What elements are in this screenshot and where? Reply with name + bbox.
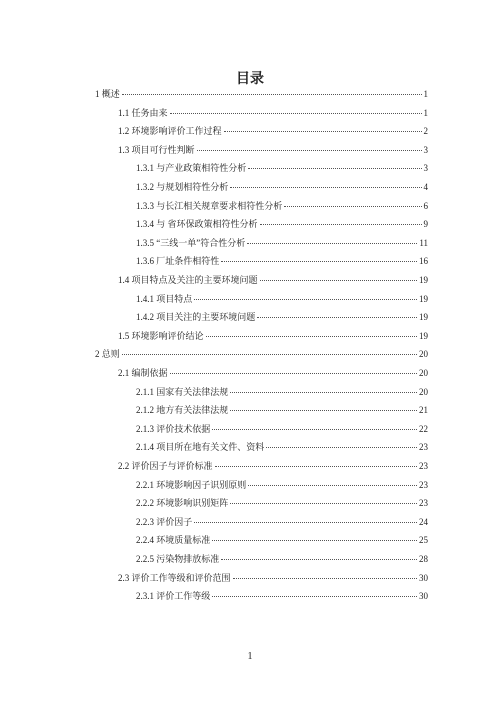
- toc-entry-page: 16: [419, 256, 428, 267]
- toc-entry-page: 23: [419, 442, 428, 453]
- toc-entry-page: 30: [419, 591, 428, 602]
- toc-entry-page: 20: [419, 368, 428, 378]
- dot-leader: [122, 354, 417, 355]
- toc-entry-title: 1.3 项目可行性判断: [118, 144, 195, 155]
- toc-entry-page: 3: [423, 163, 428, 174]
- toc-entry-title: 1.3.3 与长江相关规章要求相符性分析: [136, 200, 283, 211]
- toc-entry-page: 22: [419, 423, 428, 434]
- toc-entry-title: 2.2.3 评价因子: [136, 516, 193, 527]
- dot-leader: [230, 410, 417, 411]
- toc-entry-title: 2.3 评价工作等级和评价范围: [118, 572, 231, 583]
- dot-leader: [230, 503, 417, 504]
- toc-entry-title: 1.3.2 与规划相符性分析: [136, 182, 229, 192]
- toc-entry-page: 20: [419, 349, 428, 360]
- toc-entry-page: 24: [419, 516, 428, 527]
- toc-entry-page: 3: [423, 144, 428, 155]
- toc-entry[interactable]: [136, 404, 428, 416]
- dot-leader: [247, 243, 417, 244]
- dot-leader: [170, 373, 417, 374]
- page-number: 1: [247, 651, 253, 662]
- toc-entry-title: 2.2 评价因子与评价标准: [118, 461, 213, 471]
- page-title: 目录: [236, 71, 264, 87]
- toc-entry-title: 2.3.1 评价工作等级: [136, 591, 211, 602]
- dot-leader: [221, 261, 417, 262]
- toc-entry[interactable]: [136, 237, 428, 249]
- dot-leader: [266, 447, 417, 448]
- toc-entry[interactable]: [118, 107, 428, 119]
- toc-entry-title: 1.3.4 与 省环保政策相符性分析: [136, 219, 258, 230]
- dot-leader: [248, 485, 417, 486]
- dot-leader: [206, 336, 417, 337]
- toc-entry[interactable]: [136, 200, 428, 212]
- toc-entry[interactable]: [95, 348, 428, 360]
- toc-entry[interactable]: [136, 516, 428, 528]
- toc-entry-page: 11: [419, 237, 428, 248]
- toc-entry-title: 1.2 环境影响评价工作过程: [118, 126, 222, 137]
- toc-entry[interactable]: [136, 590, 428, 602]
- dot-leader: [257, 317, 417, 318]
- dot-leader: [212, 540, 417, 541]
- dot-leader: [230, 392, 417, 393]
- dot-leader: [260, 280, 417, 281]
- toc-entry-page: 4: [423, 182, 428, 192]
- toc-entry[interactable]: [136, 311, 428, 323]
- toc-entry-page: 28: [419, 554, 428, 564]
- dot-leader: [221, 559, 417, 560]
- dot-leader: [284, 206, 421, 207]
- toc-entry-title: 1.1 任务由来: [118, 107, 168, 118]
- toc-entry[interactable]: [118, 274, 428, 286]
- toc-entry-title: 2.2.5 污染物排放标准: [136, 554, 220, 564]
- toc-entry-title: 1.4.2 项目关注的主要环境问题: [136, 312, 256, 323]
- toc-entry-title: 1.3.6 厂址条件相符性: [136, 256, 220, 267]
- toc-entry-title: 2 总则: [95, 349, 120, 360]
- dot-leader: [248, 168, 421, 169]
- dot-leader: [197, 150, 422, 151]
- toc-entry[interactable]: [136, 255, 428, 267]
- toc-entry[interactable]: [95, 88, 428, 100]
- toc-entry[interactable]: [118, 572, 428, 584]
- toc-entry[interactable]: [136, 162, 428, 174]
- toc-entry-title: 1.3.1 与产业政策相符性分析: [136, 163, 247, 174]
- toc-entry-title: 2.1.2 地方有关法律法规: [136, 405, 229, 416]
- toc-entry-page: 25: [419, 535, 428, 546]
- toc-entry[interactable]: [118, 330, 428, 342]
- toc-entry-page: 1: [423, 89, 428, 99]
- dot-leader: [170, 113, 422, 114]
- toc-entry-page: 19: [419, 330, 428, 341]
- dot-leader: [224, 131, 422, 132]
- toc-entry-title: 1.4.1 项目特点: [136, 293, 193, 304]
- toc-entry-page: 20: [419, 386, 428, 397]
- toc-entry-title: 2.1.3 评价技术依据: [136, 423, 211, 434]
- toc-entry-page: 6: [423, 200, 428, 211]
- dot-leader: [212, 429, 417, 430]
- dot-leader: [194, 299, 417, 300]
- toc-entry[interactable]: [136, 497, 428, 509]
- toc-entry-title: 2.1.1 国家有关法律法规: [136, 386, 229, 397]
- toc-entry-page: 19: [419, 293, 428, 304]
- toc-entry-page: 19: [419, 312, 428, 323]
- toc-entry-title: 1.4 项目特点及关注的主要环境问题: [118, 275, 258, 285]
- toc-entry-page: 23: [419, 461, 428, 471]
- dot-leader: [215, 466, 417, 467]
- toc-entry[interactable]: [136, 293, 428, 305]
- toc-entry[interactable]: [118, 460, 428, 472]
- toc-entry-title: 2.2.1 环境影响因子识别原则: [136, 479, 247, 490]
- toc-entry-page: 1: [423, 107, 428, 118]
- toc-entry-title: 1.3.5 “三线一单”符合性分析: [136, 237, 246, 248]
- toc-entry[interactable]: [136, 534, 428, 546]
- toc-entry[interactable]: [136, 181, 428, 193]
- toc-entry-title: 2.2.2 环境影响识别矩阵: [136, 498, 229, 509]
- toc-entry[interactable]: [136, 553, 428, 565]
- toc-entry-page: 19: [419, 275, 428, 285]
- toc-entry-title: 2.2.4 环境质量标准: [136, 535, 211, 546]
- toc-entry-page: 21: [419, 405, 428, 416]
- toc-entry-page: 2: [423, 126, 428, 137]
- toc-entry[interactable]: [136, 441, 428, 453]
- dot-leader: [230, 187, 421, 188]
- dot-leader: [260, 224, 422, 225]
- toc-entry[interactable]: [118, 367, 428, 379]
- toc-entry-title: 1 概述: [95, 89, 120, 99]
- toc-entry[interactable]: [118, 144, 428, 156]
- dot-leader: [233, 578, 417, 579]
- toc-entry[interactable]: [136, 218, 428, 230]
- dot-leader: [122, 94, 422, 95]
- toc-entry[interactable]: [118, 125, 428, 137]
- dot-leader: [212, 596, 417, 597]
- toc-entry[interactable]: [136, 479, 428, 491]
- toc-entry-title: 1.5 环境影响评价结论: [118, 330, 204, 341]
- toc-entry-title: 2.1.4 项目所在地有关文件、资料: [136, 442, 265, 453]
- toc-entry-title: 2.1 编制依据: [118, 368, 168, 378]
- dot-leader: [194, 522, 417, 523]
- toc-entry-page: 23: [419, 479, 428, 490]
- toc-entry-page: 30: [419, 572, 428, 583]
- toc-entry[interactable]: [136, 386, 428, 398]
- toc-entry-page: 23: [419, 498, 428, 509]
- toc-entry-page: 9: [423, 219, 428, 230]
- toc-entry[interactable]: [136, 423, 428, 435]
